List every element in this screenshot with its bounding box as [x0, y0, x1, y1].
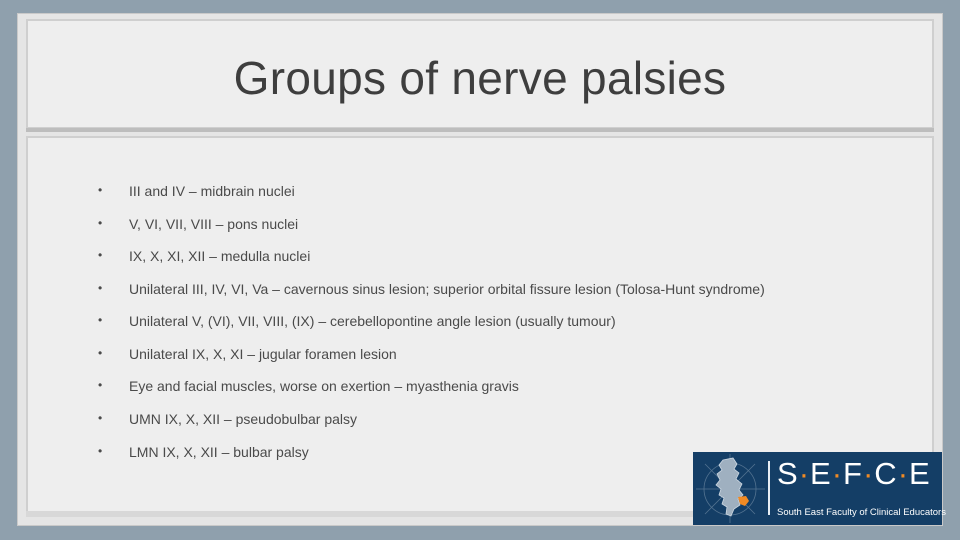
logo-letter: E: [810, 456, 832, 491]
bullet-dot: •: [98, 216, 103, 230]
logo-letter: S: [777, 456, 799, 491]
title-divider: [26, 128, 934, 132]
bullet-dot: •: [98, 281, 103, 295]
bullet-text: Unilateral IX, X, XI – jugular foramen lesion: [129, 346, 397, 362]
list-item: [28, 216, 908, 236]
list-item: [28, 248, 908, 268]
bullet-dot: •: [98, 378, 103, 392]
bullet-text: IX, X, XI, XII – medulla nuclei: [129, 248, 311, 264]
logo-letter: E: [909, 456, 931, 491]
scotland-map-icon: [693, 452, 768, 525]
slide-title: Groups of nerve palsies: [233, 52, 727, 104]
logo-separator: ·: [798, 456, 811, 491]
bullet-dot: •: [98, 346, 103, 360]
logo-letter: C: [874, 456, 898, 491]
logo-subtitle: South East Faculty of Clinical Educators: [777, 507, 946, 518]
bullet-text: Unilateral III, IV, VI, Va – cavernous sinus lesion; superior orbital fissure lesion (Tolosa-Hunt syndrome): [129, 281, 765, 297]
bullet-dot: •: [98, 444, 103, 458]
bullet-text: LMN IX, X, XII – bulbar palsy: [129, 444, 309, 460]
bullet-dot: •: [98, 313, 103, 327]
bullet-text: Eye and facial muscles, worse on exertion – myasthenia gravis: [129, 378, 519, 394]
bullet-dot: •: [98, 248, 103, 262]
bullet-text: III and IV – midbrain nuclei: [129, 183, 295, 199]
logo-separator: ·: [897, 456, 910, 491]
sefce-logo: [693, 452, 946, 525]
bullet-text: V, VI, VII, VIII – pons nuclei: [129, 216, 299, 232]
logo-divider: [768, 461, 770, 515]
slide: [18, 14, 946, 525]
logo-wordmark: [777, 456, 931, 492]
logo-letter: F: [843, 456, 863, 491]
bullet-text: UMN IX, X, XII – pseudobulbar palsy: [129, 411, 357, 427]
list-item: [28, 346, 908, 366]
bullet-text: Unilateral V, (VI), VII, VIII, (IX) – cerebellopontine angle lesion (usually tumour): [129, 313, 616, 329]
list-item: [28, 411, 908, 431]
list-item: [28, 183, 908, 203]
list-item: [28, 281, 908, 301]
list-item: [28, 313, 908, 333]
list-item: [28, 378, 908, 398]
bullet-dot: •: [98, 183, 103, 197]
bullet-dot: •: [98, 411, 103, 425]
logo-separator: ·: [831, 456, 844, 491]
title-box: [26, 19, 934, 129]
logo-separator: ·: [862, 456, 875, 491]
